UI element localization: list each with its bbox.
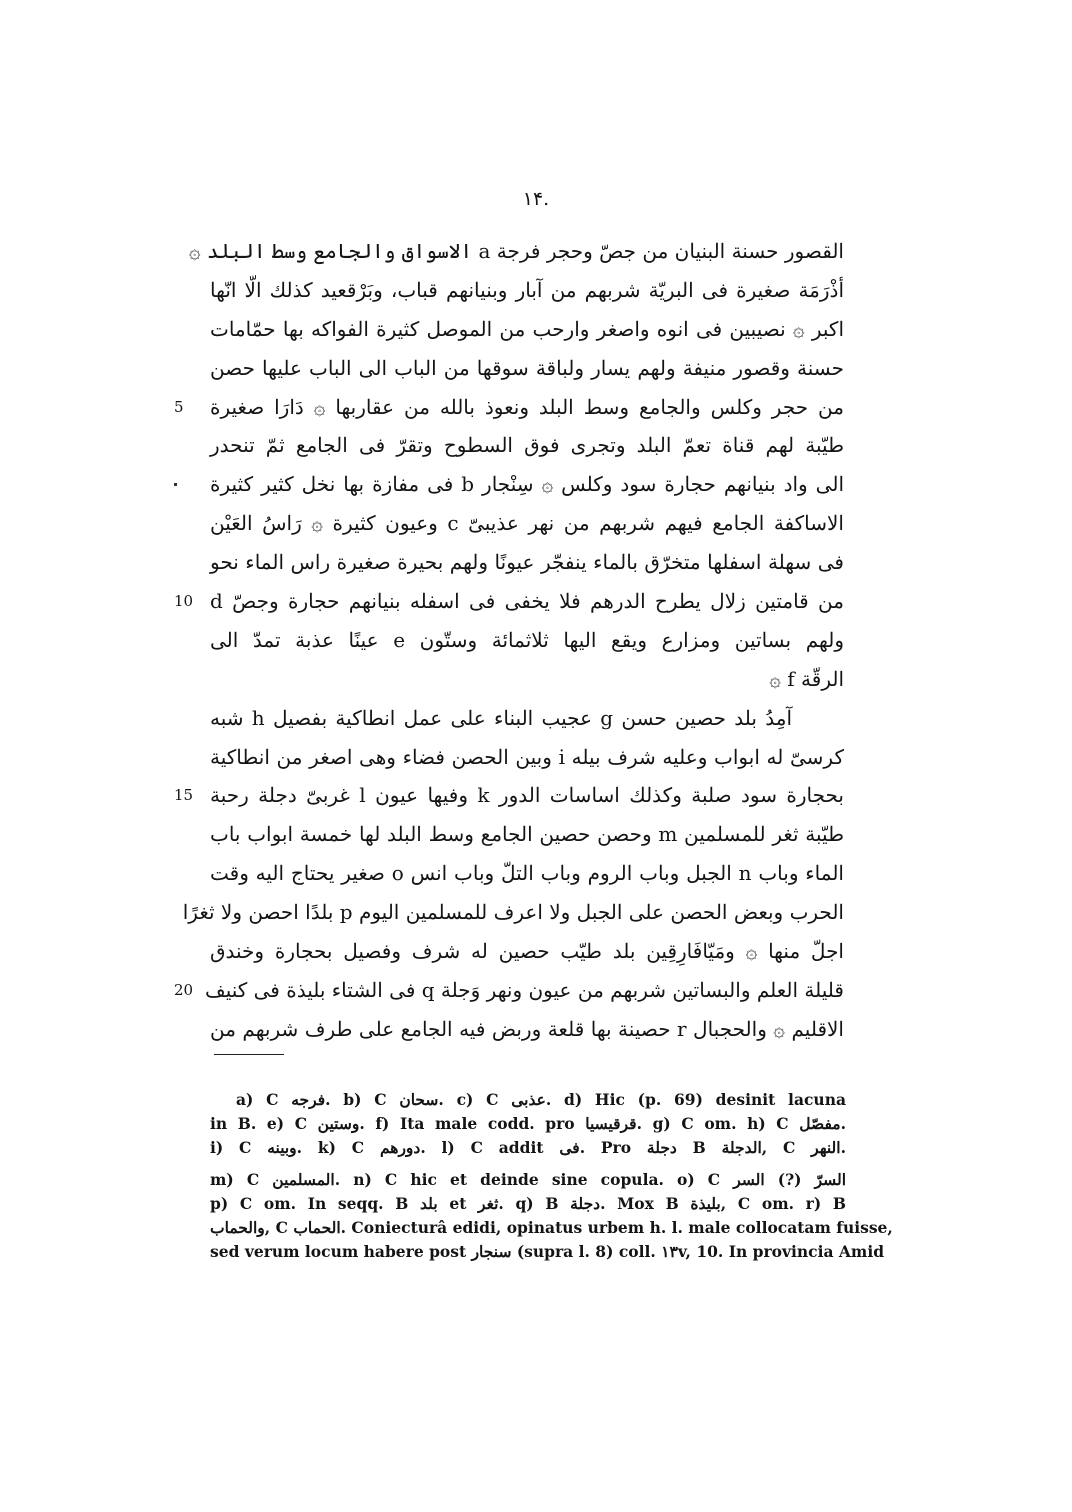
text-line: من قامتين زلال يطرح الدرهم فلا يخفى فى اسفله بنيانهم حجارة وجصّ d 10 [210,582,844,621]
text-line: طيّبة لهم قناة تعمّ البلد وتجرى فوق السطوح وتقرّ فى الجامع ثمّ تنحدر [210,433,844,458]
line-number: 20 [174,980,194,999]
text-line: الى واد بنيانهم حجارة سود وكلس ۞ سِنْجار b فى مفازة بها نخل كثير كثيرة [210,472,844,497]
main-text [174,232,844,1049]
text-line: من حجر وكلس والجامع وسط البلد ونعوذ بالله من عقاربها ۞ دَارَا صغيرة 5 [210,388,844,427]
line-number: 15 [174,786,194,805]
footnote-line: p) C om. In seqq. B بلد et ثغر. q) B دجلة. Mox B بليذة, C om. r) B [210,1194,846,1213]
text-line: اجلّ منها ۞ ومَيّافَارِقِين بلد طيّب حصين له شرف وفصيل بحجارة وخندق [210,939,844,964]
text-line: اكبر ۞ نصيبين فى انوه واصغر وارحب من الموصل كثيرة الفواكه بها حمّامات [210,316,844,341]
text-line: آمِدُ بلد حصين حسن g عجيب البناء على عمل انطاكية بفصيل h شبه [210,705,793,730]
text-line: الرقّة f ۞ [769,666,844,691]
footnote-line: m) C المسلمين. n) C hic et deinde sine copula. o) C السرّ (?) السر [210,1170,847,1189]
text-line: بحجارة سود صلبة وكذلك اساسات الدور k وفيها عيون l غربىّ دجلة رحبة 15 [210,776,844,815]
text-line: كرسىّ له ابواب وعليه شرف بيله i وبين الحصن فضاء وهى اصغر من انطاكية [210,744,844,769]
text-line: فى سهلة اسفلها متخرّق بالماء ينفجّر عيونًا ولهم بحيرة صغيرة راس الماء نحو [210,550,844,575]
text-line: طيّبة ثغر للمسلمين m وحصن حصين الجامع وسط البلد لها خمسة ابواب باب [210,822,844,847]
stray-mark [174,483,177,486]
text-line: أذْرَمَة صغيرة فى البريّة شربهم من آبار وبنيانهم قباب، وبَرْقعيد كذلك الّا انّها [210,277,844,302]
footnote-line: sed verum locum habere post سنجار (supra l. 8) coll. ۱۳v, 10. In provincia Amid [210,1242,885,1261]
footnote-line: i) C وبينه. k) C دورهم. l) C addit فى. Pro دجلة B الدجلة, C النهر. [210,1138,846,1157]
footnote-line: a) C فرجه. b) C سحان. c) C عذبى. d) Hic (p. 69) desinit lacuna [236,1090,847,1109]
page-number: ۱۴. [522,188,550,210]
text-line: القصور حسنة البنيان من جصّ وحجر فرجة a الاسواق والجامع وسط البلد ۞ [188,239,844,263]
text-line: الاساكفة الجامع فيهم شربهم من نهر عذيبىّ c وعيون كثيرة ۞ رَاسُ العَيْن [210,511,844,536]
line-number: 10 [174,592,194,611]
footnotes [210,1088,893,1264]
text-line: قليلة العلم والبساتين شربهم من عيون ونهر وَجلة q فى الشتاء بليذة فى كنيف 20 [210,971,844,1010]
text-line: ولهم بساتين ومزارع ويقع اليها ثلاثمائة وستّون e عينًا عذبة تمدّ الى [210,627,844,652]
text-line: الحرب وبعض الحصن على الجبل ولا اعرف للمسلمين اليوم p بلدًا احصن ولا ثغرًا [182,900,844,925]
line-number: 5 [174,397,184,416]
footnote-line: والحماب, C الحماب. Coniecturâ edidi, opinatus urbem h. l. male collocatam fuisse, [210,1218,893,1237]
footnote-line: in B. e) C وستين. f) Ita male codd. pro قرقيسيا. g) C om. h) C مفصّل. [210,1114,846,1133]
text-line: الاقليم ۞ والحجبال r حصينة بها قلعة وربض فيه الجامع على طرف شربهم من [210,1016,844,1041]
text-line: الماء وباب n الجبل وباب الروم وباب التلّ وباب انس o صغير يحتاج اليه وقت [210,861,844,886]
text-line: حسنة وقصور منيفة ولهم يسار ولباقة سوقها من الباب الى الباب عليها حصن [210,355,844,380]
footnote-divider [214,1054,284,1055]
